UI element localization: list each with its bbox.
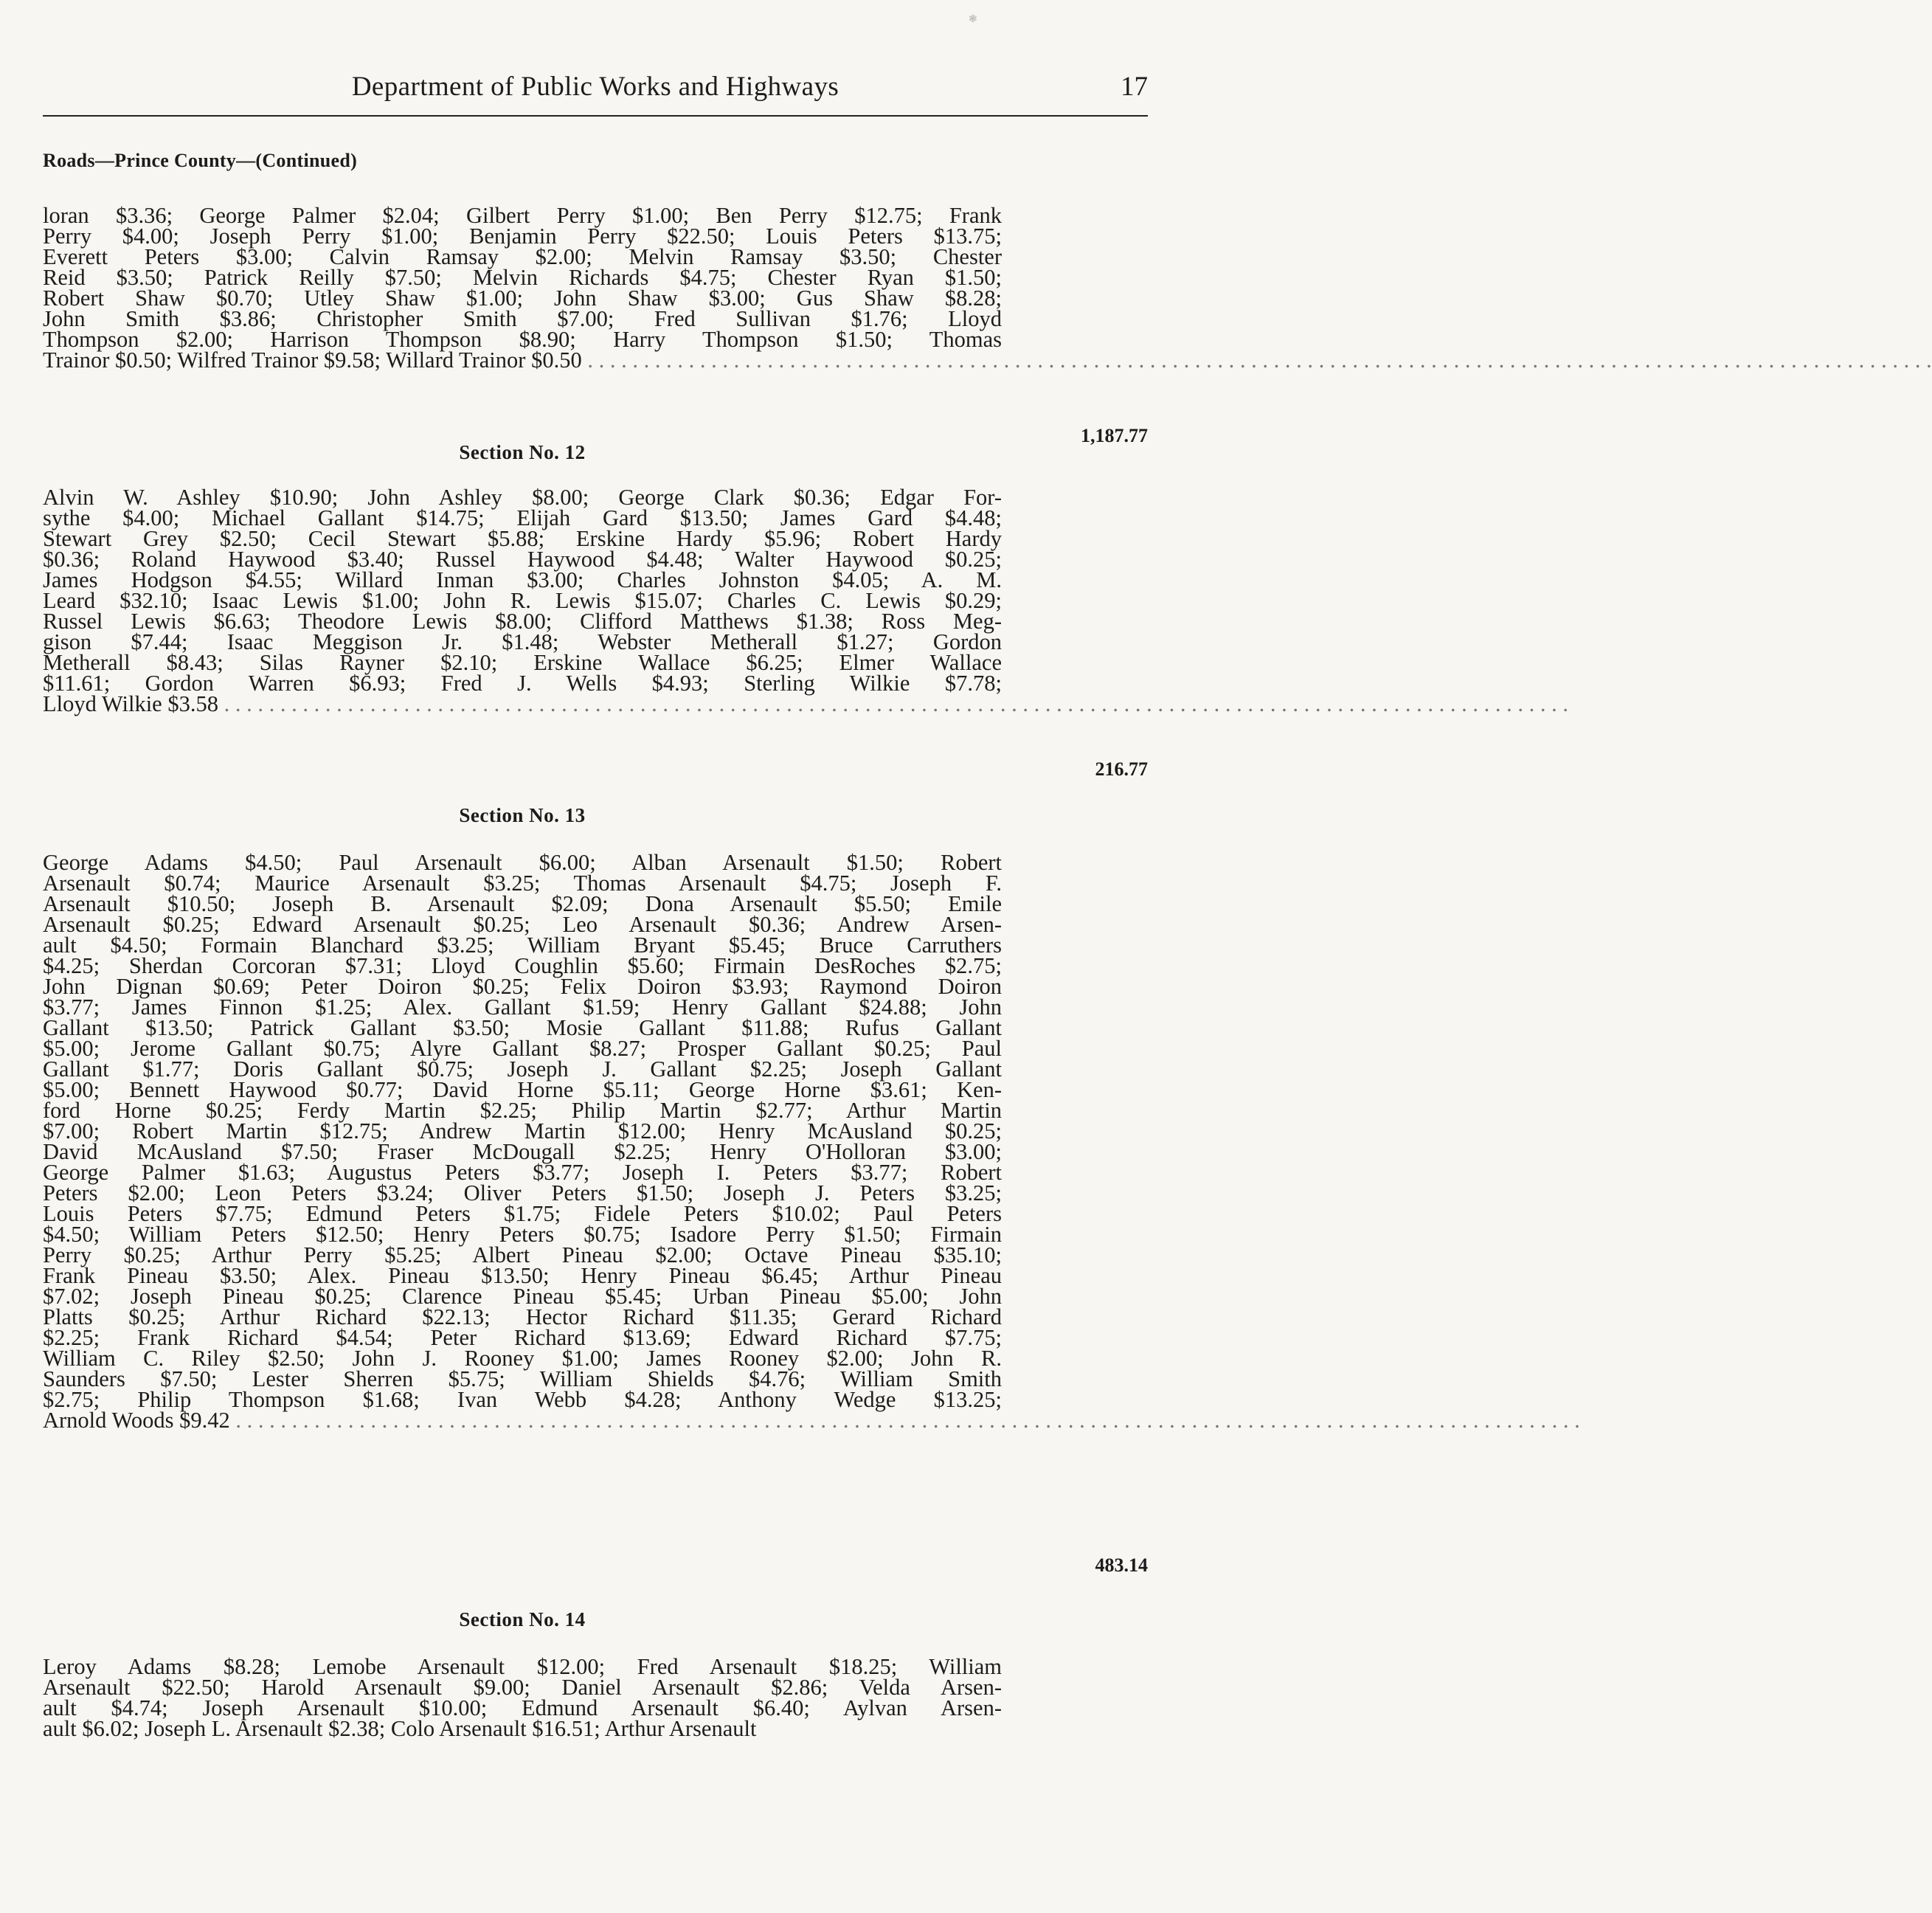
text-line: Arsenault $10.50; Joseph B. Arsenault $2.09; Dona Arsenault $5.50; Emile xyxy=(43,891,1002,916)
text-line: $4.50; William Peters $12.50; Henry Peters $0.75; Isadore Perry $1.50; Firmain xyxy=(43,1222,1002,1247)
page-number: 17 xyxy=(1121,72,1148,102)
text-line: Gallant $13.50; Patrick Gallant $3.50; Mosie Gallant $11.88; Rufus Gallant xyxy=(43,1015,1002,1040)
text-line: $5.00; Jerome Gallant $0.75; Alyre Gallant $8.27; Prosper Gallant $0.25; Paul xyxy=(43,1036,1002,1061)
text-line: Arsenault $0.74; Maurice Arsenault $3.25; Thomas Arsenault $4.75; Joseph F. xyxy=(43,871,1002,896)
text-line: $11.61; Gordon Warren $6.93; Fred J. Wells $4.93; Sterling Wilkie $7.78; xyxy=(43,671,1002,696)
text-line: Louis Peters $7.75; Edmund Peters $1.75; Fidele Peters $10.02; Paul Peters xyxy=(43,1201,1002,1226)
section-total: 1,187.77 xyxy=(1081,425,1148,446)
text-line: $7.00; Robert Martin $12.75; Andrew Martin $12.00; Henry McAusland $0.25; xyxy=(43,1118,1002,1144)
text-line: George Adams $4.50; Paul Arsenault $6.00; Alban Arsenault $1.50; Robert xyxy=(43,850,1002,875)
text-line: Perry $0.25; Arthur Perry $5.25; Albert Pineau $2.00; Octave Pineau $35.10; xyxy=(43,1242,1002,1267)
text-line: Trainor $0.50; Wilfred Trainor $9.58; Willard Trainor $0.50 . . . . . . . . . . . . . . . . . . . . . . . . . . . . . . . . . . . . . . . . . . . . . . . . . . . . . . . . . . . . . . . . . . . . . . . . . . . . . . . . . . . . . . . . . . . . . . . . . . . . . . . . . . . . . . . . . . . . . . . . xyxy=(43,347,1932,373)
text-line: John Smith $3.86; Christopher Smith $7.00; Fred Sullivan $1.76; Lloyd xyxy=(43,306,1002,331)
text-line: ault $4.50; Formain Blanchard $3.25; William Bryant $5.45; Bruce Carruthers xyxy=(43,933,1002,958)
text-line: Frank Pineau $3.50; Alex. Pineau $13.50; Henry Pineau $6.45; Arthur Pineau xyxy=(43,1263,1002,1288)
text-line: Alvin W. Ashley $10.90; John Ashley $8.00; George Clark $0.36; Edgar For- xyxy=(43,485,1002,510)
text-line: $3.77; James Finnon $1.25; Alex. Gallant $1.59; Henry Gallant $24.88; John xyxy=(43,994,1002,1020)
text-line: Stewart Grey $2.50; Cecil Stewart $5.88; Erskine Hardy $5.96; Robert Hardy xyxy=(43,526,1002,551)
text-line: Robert Shaw $0.70; Utley Shaw $1.00; John Shaw $3.00; Gus Shaw $8.28; xyxy=(43,286,1002,311)
text-line: William C. Riley $2.50; John J. Rooney $1.00; James Rooney $2.00; John R. xyxy=(43,1346,1002,1371)
text-line: ault $6.02; Joseph L. Arsenault $2.38; Colo Arsenault $16.51; Arthur Arsenault xyxy=(43,1716,757,1741)
text-line: $4.25; Sherdan Corcoran $7.31; Lloyd Coughlin $5.60; Firmain DesRoches $2.75; xyxy=(43,953,1002,978)
dot-leader: . . . . . . . . . . . . . . . . . . . . . . . . . . . . . . . . . . . . . . . . . . . . . . . . . . . . . . . . . . . . . . . . . . . . . . . . . . . . . . . . . . . . . . . . . . . . . . . . . . . . . . . . . . . . . . . . . . . . . . . . xyxy=(581,347,1932,373)
running-title: Department of Public Works and Highways xyxy=(351,72,839,102)
text-line: $2.25; Frank Richard $4.54; Peter Richard $13.69; Edward Richard $7.75; xyxy=(43,1325,1002,1350)
text-line: Thompson $2.00; Harrison Thompson $8.90; Harry Thompson $1.50; Thomas xyxy=(43,327,1002,352)
section-heading: Section No. 14 xyxy=(459,1608,586,1630)
text-line: Perry $4.00; Joseph Perry $1.00; Benjamin Perry $22.50; Louis Peters $13.75; xyxy=(43,224,1002,249)
text-line: sythe $4.00; Michael Gallant $14.75; Elijah Gard $13.50; James Gard $4.48; xyxy=(43,505,1002,530)
dot-leader: . . . . . . . . . . . . . . . . . . . . . . . . . . . . . . . . . . . . . . . . . . . . . . . . . . . . . . . . . . . . . . . . . . . . . . . . . . . . . . . . . . . . . . . . . . . . . . . . . . . . . . . . . . . . . . . . . . . . . . . . xyxy=(229,1408,1580,1433)
text-line: Everett Peters $3.00; Calvin Ramsay $2.00; Melvin Ramsay $3.50; Chester xyxy=(43,244,1002,269)
page-header xyxy=(43,71,1148,112)
text-line: John Dignan $0.69; Peter Doiron $0.25; Felix Doiron $3.93; Raymond Doiron xyxy=(43,974,1002,999)
text-line: Leroy Adams $8.28; Lemobe Arsenault $12.00; Fred Arsenault $18.25; William xyxy=(43,1654,1002,1679)
entry-block xyxy=(43,850,1580,1433)
text-line: Peters $2.00; Leon Peters $3.24; Oliver Peters $1.50; Joseph J. Peters $3.25; xyxy=(43,1180,1002,1205)
text-line: David McAusland $7.50; Fraser McDougall $2.25; Henry O'Holloran $3.00; xyxy=(43,1139,1002,1164)
section-total: 483.14 xyxy=(1095,1554,1148,1576)
subheading: Roads—Prince County—(Continued) xyxy=(43,150,358,171)
text-line: ford Horne $0.25; Ferdy Martin $2.25; Philip Martin $2.77; Arthur Martin xyxy=(43,1098,1002,1123)
text-line: Gallant $1.77; Doris Gallant $0.75; Joseph J. Gallant $2.25; Joseph Gallant xyxy=(43,1056,1002,1082)
text-line: Russel Lewis $6.63; Theodore Lewis $8.00; Clifford Matthews $1.38; Ross Meg- xyxy=(43,609,1002,634)
text-line: Leard $32.10; Isaac Lewis $1.00; John R. Lewis $15.07; Charles C. Lewis $0.29; xyxy=(43,588,1002,613)
text-line: $5.00; Bennett Haywood $0.77; David Horne $5.11; George Horne $3.61; Ken- xyxy=(43,1077,1002,1102)
text-line: Saunders $7.50; Lester Sherren $5.75; William Shields $4.76; William Smith xyxy=(43,1366,1002,1391)
text-line: James Hodgson $4.55; Willard Inman $3.00; Charles Johnston $4.05; A. M. xyxy=(43,567,1002,592)
section-heading: Section No. 13 xyxy=(459,804,586,826)
text-line: ault $4.74; Joseph Arsenault $10.00; Edmund Arsenault $6.40; Aylvan Arsen- xyxy=(43,1695,1002,1720)
corner-speck: ❃ xyxy=(969,14,977,25)
text-line: $2.75; Philip Thompson $1.68; Ivan Webb $4.28; Anthony Wedge $13.25; xyxy=(43,1387,1002,1412)
text-line: Arsenault $0.25; Edward Arsenault $0.25; Leo Arsenault $0.36; Andrew Arsen- xyxy=(43,912,1002,937)
text-line: Arsenault $22.50; Harold Arsenault $9.00; Daniel Arsenault $2.86; Velda Arsen- xyxy=(43,1675,1002,1700)
entry-block xyxy=(43,1656,1002,1739)
entry-block xyxy=(43,485,1568,716)
text-line: Lloyd Wilkie $3.58 . . . . . . . . . . . . . . . . . . . . . . . . . . . . . . . . . . . . . . . . . . . . . . . . . . . . . . . . . . . . . . . . . . . . . . . . . . . . . . . . . . . . . . . . . . . . . . . . . . . . . . . . . . . . . . . . . . . . . . . . xyxy=(43,691,1568,716)
text-line: Arnold Woods $9.42 . . . . . . . . . . . . . . . . . . . . . . . . . . . . . . . . . . . . . . . . . . . . . . . . . . . . . . . . . . . . . . . . . . . . . . . . . . . . . . . . . . . . . . . . . . . . . . . . . . . . . . . . . . . . . . . . . . . . . . . . xyxy=(43,1408,1580,1433)
text-line: loran $3.36; George Palmer $2.04; Gilbert Perry $1.00; Ben Perry $12.75; Frank xyxy=(43,203,1002,228)
entry-block xyxy=(43,203,1932,373)
section-heading: Section No. 12 xyxy=(459,441,586,463)
header-rule xyxy=(43,115,1148,117)
text-line: Platts $0.25; Arthur Richard $22.13; Hector Richard $11.35; Gerard Richard xyxy=(43,1304,1002,1329)
text-line: $7.02; Joseph Pineau $0.25; Clarence Pineau $5.45; Urban Pineau $5.00; John xyxy=(43,1284,1002,1309)
text-line: $0.36; Roland Haywood $3.40; Russel Haywood $4.48; Walter Haywood $0.25; xyxy=(43,547,1002,572)
text-line: George Palmer $1.63; Augustus Peters $3.77; Joseph I. Peters $3.77; Robert xyxy=(43,1160,1002,1185)
text-line: gison $7.44; Isaac Meggison Jr. $1.48; Webster Metherall $1.27; Gordon xyxy=(43,629,1002,654)
text-line: Metherall $8.43; Silas Rayner $2.10; Erskine Wallace $6.25; Elmer Wallace xyxy=(43,650,1002,675)
text-line: Reid $3.50; Patrick Reilly $7.50; Melvin Richards $4.75; Chester Ryan $1.50; xyxy=(43,265,1002,290)
section-total: 216.77 xyxy=(1095,758,1148,780)
dot-leader: . . . . . . . . . . . . . . . . . . . . . . . . . . . . . . . . . . . . . . . . . . . . . . . . . . . . . . . . . . . . . . . . . . . . . . . . . . . . . . . . . . . . . . . . . . . . . . . . . . . . . . . . . . . . . . . . . . . . . . . . xyxy=(218,691,1568,716)
